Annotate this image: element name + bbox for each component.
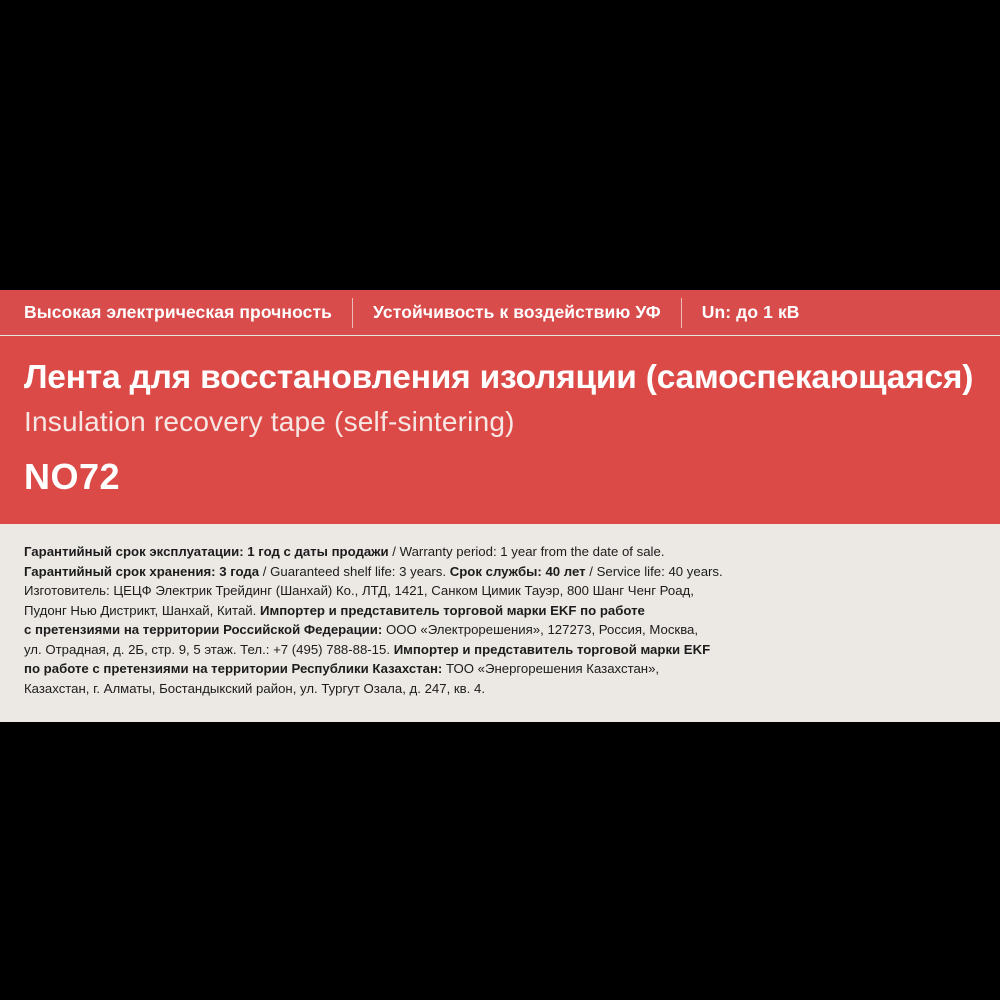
legal-line-importer-ru-address (24, 640, 976, 660)
legal-line-shelf-life (24, 562, 976, 582)
legal-shelf-life-en: / Guaranteed shelf life: 3 years. (259, 563, 450, 579)
feature-item-uv-resistance: Устойчивость к воздействию УФ (373, 302, 661, 322)
product-title-en: Insulation recovery tape (self-sintering) (24, 406, 515, 438)
feature-item-dielectric-strength: Высокая электрическая прочность (24, 302, 333, 322)
legal-warranty-en: / Warranty period: 1 year from the date of sale. (388, 543, 665, 559)
legal-line-importer-ru (24, 620, 976, 640)
legal-importer-kz-heading: Импортер и представитель торговой марки EKF (393, 641, 711, 657)
legal-importer-kz-value: ТОО «Энергорешения Казахстан», (442, 661, 660, 677)
legal-line-manufacturer: Изготовитель: ЦЕЦФ Электрик Трейдинг (Шанхай) Ко., ЛТД, 1421, Санком Цимик Тауэр, 800 Шанг Ченг Роад, (24, 583, 694, 599)
legal-shelf-life-label: Гарантийный срок хранения: 3 года (24, 563, 260, 579)
legal-importer-heading: Импортер и представитель торговой марки EKF по работе (259, 602, 645, 618)
legal-service-life-en: / Service life: 40 years. (585, 563, 723, 579)
legal-importer-ru-value: ООО «Электрорешения», 127273, Россия, Москва, (382, 622, 699, 638)
legal-service-life-label: Срок службы: 40 лет (449, 563, 586, 579)
legal-text-block (0, 524, 1000, 722)
feature-divider-icon (681, 298, 682, 328)
legal-line-importer-kz (24, 659, 976, 679)
product-model-code: NO72 (24, 455, 121, 497)
feature-strip (0, 290, 1000, 336)
legal-warranty-label: Гарантийный срок эксплуатации: 1 год с даты продажи (24, 543, 389, 559)
legal-line-warranty (24, 542, 976, 562)
title-panel (0, 336, 1000, 524)
legal-manufacturer-city: Пудонг Нью Дистрикт, Шанхай, Китай. (24, 602, 260, 618)
feature-divider-icon (352, 298, 353, 328)
legal-line-importer-kz-address: Казахстан, г. Алматы, Бостандыкский район, ул. Тургут Озала, д. 247, кв. 4. (24, 680, 485, 696)
legal-importer-kz-label: по работе с претензиями на территории Республики Казахстан: (24, 661, 443, 677)
legal-importer-ru-label: с претензиями на территории Российской Федерации: (24, 622, 383, 638)
feature-item-voltage-rating: Un: до 1 кВ (701, 302, 800, 322)
product-title-ru: Лента для восстановления изоляции (самоспекающаяся) (24, 359, 974, 396)
product-label (0, 290, 1000, 722)
legal-importer-ru-address-value: ул. Отрадная, д. 2Б, стр. 9, 5 этаж. Тел.: +7 (495) 788-88-15. (24, 641, 394, 657)
legal-line-manufacturer-address (24, 601, 976, 621)
